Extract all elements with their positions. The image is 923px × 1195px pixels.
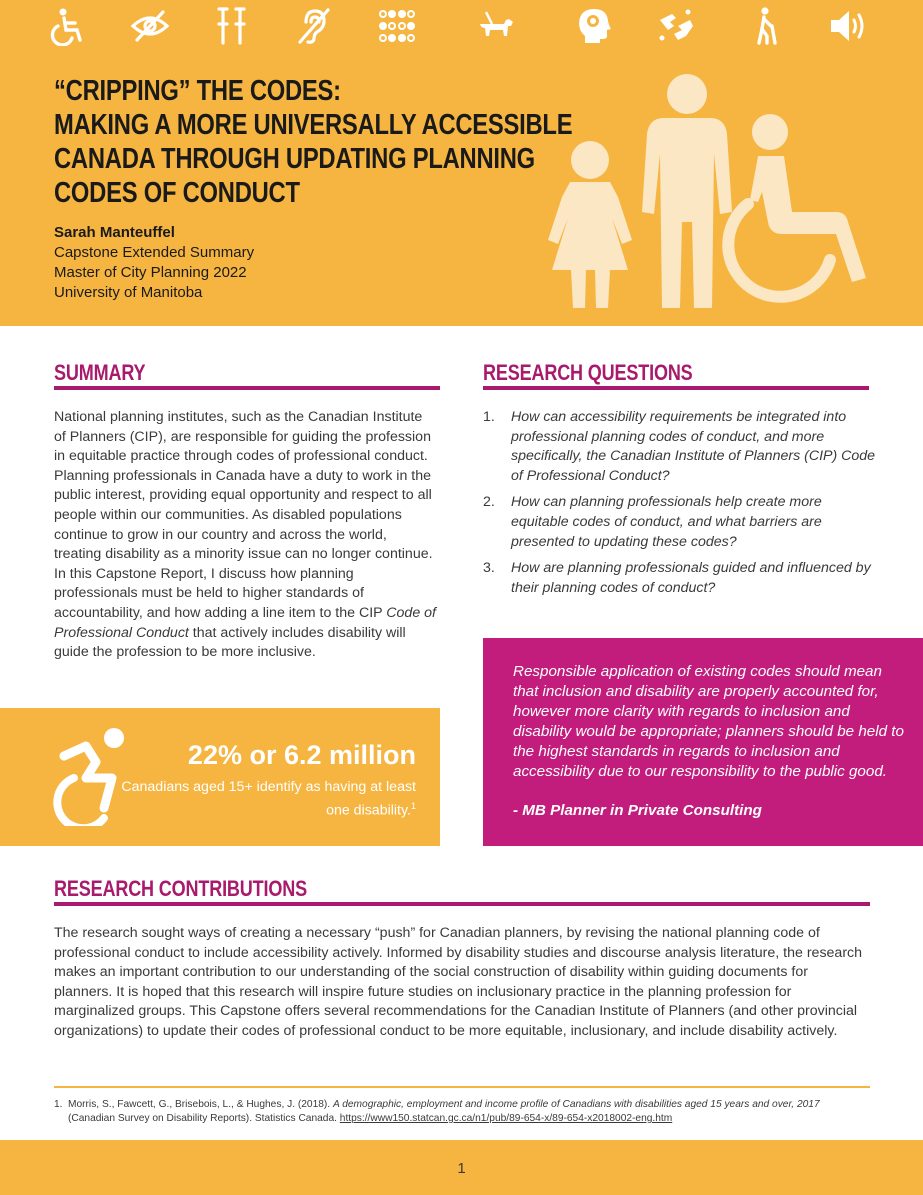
list-item (483, 559, 883, 598)
footnote-authors: Morris, S., Fawcett, G., Brisebois, L., & Hughes, J. (2018). (68, 1099, 333, 1110)
quote-attribution: - MB Planner in Private Consulting (513, 802, 762, 819)
research-questions-list (483, 408, 883, 605)
list-item-number: 3. (483, 560, 495, 577)
header-banner (0, 0, 923, 326)
university-name: University of Manitoba (54, 284, 203, 301)
summary-text-italic: Code of Professional Conduct (54, 604, 436, 641)
statistic-description (116, 778, 416, 821)
footnote-divider (54, 1086, 870, 1088)
document-title (54, 74, 573, 210)
audio-icon (828, 6, 868, 46)
crutches-icon (212, 6, 252, 46)
service-dog-icon (476, 6, 516, 46)
accessibility-icon-row (0, 0, 923, 56)
summary-rule (54, 386, 440, 390)
footer-bar (0, 1140, 923, 1195)
wheelchair-icon (48, 6, 88, 46)
title-line: MAKING A MORE UNIVERSALLY ACCESSIBLE (54, 109, 573, 141)
quote-box (483, 638, 923, 846)
document-type: Capstone Extended Summary (54, 244, 255, 261)
people-illustration (540, 72, 880, 312)
research-contributions-heading: RESEARCH CONTRIBUTIONS (54, 876, 307, 901)
list-item-number: 1. (483, 409, 495, 425)
list-item (483, 493, 883, 552)
research-questions-heading: RESEARCH QUESTIONS (483, 360, 693, 385)
footnote-reference: 1 (410, 801, 416, 811)
statistic-value: 22% or 6.2 million (187, 740, 416, 770)
footnote-title: A demographic, employment and income profile of Canadians with disabilities aged 15 years and over, 2017 (332, 1099, 820, 1110)
title-line: “CRIPPING” THE CODES: (54, 75, 341, 107)
degree-program: Master of City Planning 2022 (54, 264, 247, 281)
cognitive-icon (574, 6, 614, 46)
quote-text: Responsible application of existing codes should mean that inclusion and disability are properly accounted for, however more clarity with regards to inclusion and disability would be appropriate; planners should be held to the highest standards in regards to inclusion and accessibility due to our responsibility to the public good. (513, 663, 904, 780)
footnote-link[interactable]: https://www150.statcan.gc.ca/n1/pub/89-654-x/89-654-x2018002-eng.htm (339, 1113, 673, 1124)
contributions-text: The research sought ways of creating a necessary “push” for Canadian planners, by revising the national planning code of professional conduct to include accessibility actively. Informed by disability studies and discourse analysis literature, the research makes an important contribution to our understanding of the social construction of disability within guiding documents for planners. It is hoped that this research will inspire future studies on inclusionary practice in the planning profession for marginalized groups. This Capstone offers several recommendations for the Canadian Institute of Planners (and other provincial organizations) to update their codes of professional conduct to be more equitable, inclusionary, and include disability actively. (54, 925, 863, 1039)
sign-language-icon (656, 6, 696, 46)
senior-cane-icon (748, 6, 788, 46)
footnote-number: 1. (54, 1099, 63, 1110)
hearing-impairment-icon (294, 6, 334, 46)
title-line: CANADA THROUGH UPDATING PLANNING (54, 143, 535, 175)
footnote (54, 1098, 866, 1126)
research-contributions-rule (54, 902, 870, 906)
author-name: Sarah Manteuffel (54, 224, 175, 241)
list-item (483, 408, 883, 486)
summary-text-part: National planning institutes, such as the Canadian Institute of Planners (CIP), are responsible for guiding the profession in equitable practice through codes of professional conduct. Planning professionals in Canada have a duty to work in the public interest, providing equal opportunity and respect to all people within our communities. As disabled populations continue to grow in our country and across the world, treating disability as a minority issue can no longer continue. In this Capstone Report, I discuss how planning professionals must be held to higher standards of accountability, and how adding a line item to the CIP (54, 409, 433, 621)
title-line: CODES OF CONDUCT (54, 177, 300, 209)
braille-icon (376, 6, 416, 46)
list-item-text: How can planning professionals help create more equitable codes of conduct, and what barriers are presented to updating these codes? (511, 494, 822, 550)
disability-statistic-box (0, 708, 440, 846)
summary-text-part: that actively includes disability will guide the profession to be more inclusive. (54, 624, 406, 661)
visual-impairment-icon (130, 6, 170, 46)
list-item-text: How can accessibility requirements be integrated into professional planning codes of conduct, and more specifically, the Canadian Institute of Planners (CIP) Code of Professional Conduct? (511, 409, 876, 484)
page-number: 1 (457, 1160, 466, 1177)
statistic-description-text: Canadians aged 15+ identify as having at least one disability. (121, 779, 416, 819)
summary-text (54, 408, 436, 663)
list-item-number: 2. (483, 494, 495, 511)
research-questions-rule (483, 386, 869, 390)
footnote-source: (Canadian Survey on Disability Reports). Statistics Canada. (68, 1113, 340, 1124)
summary-heading: SUMMARY (54, 360, 146, 385)
list-item-text: How are planning professionals guided and influenced by their planning codes of conduct? (511, 560, 871, 596)
